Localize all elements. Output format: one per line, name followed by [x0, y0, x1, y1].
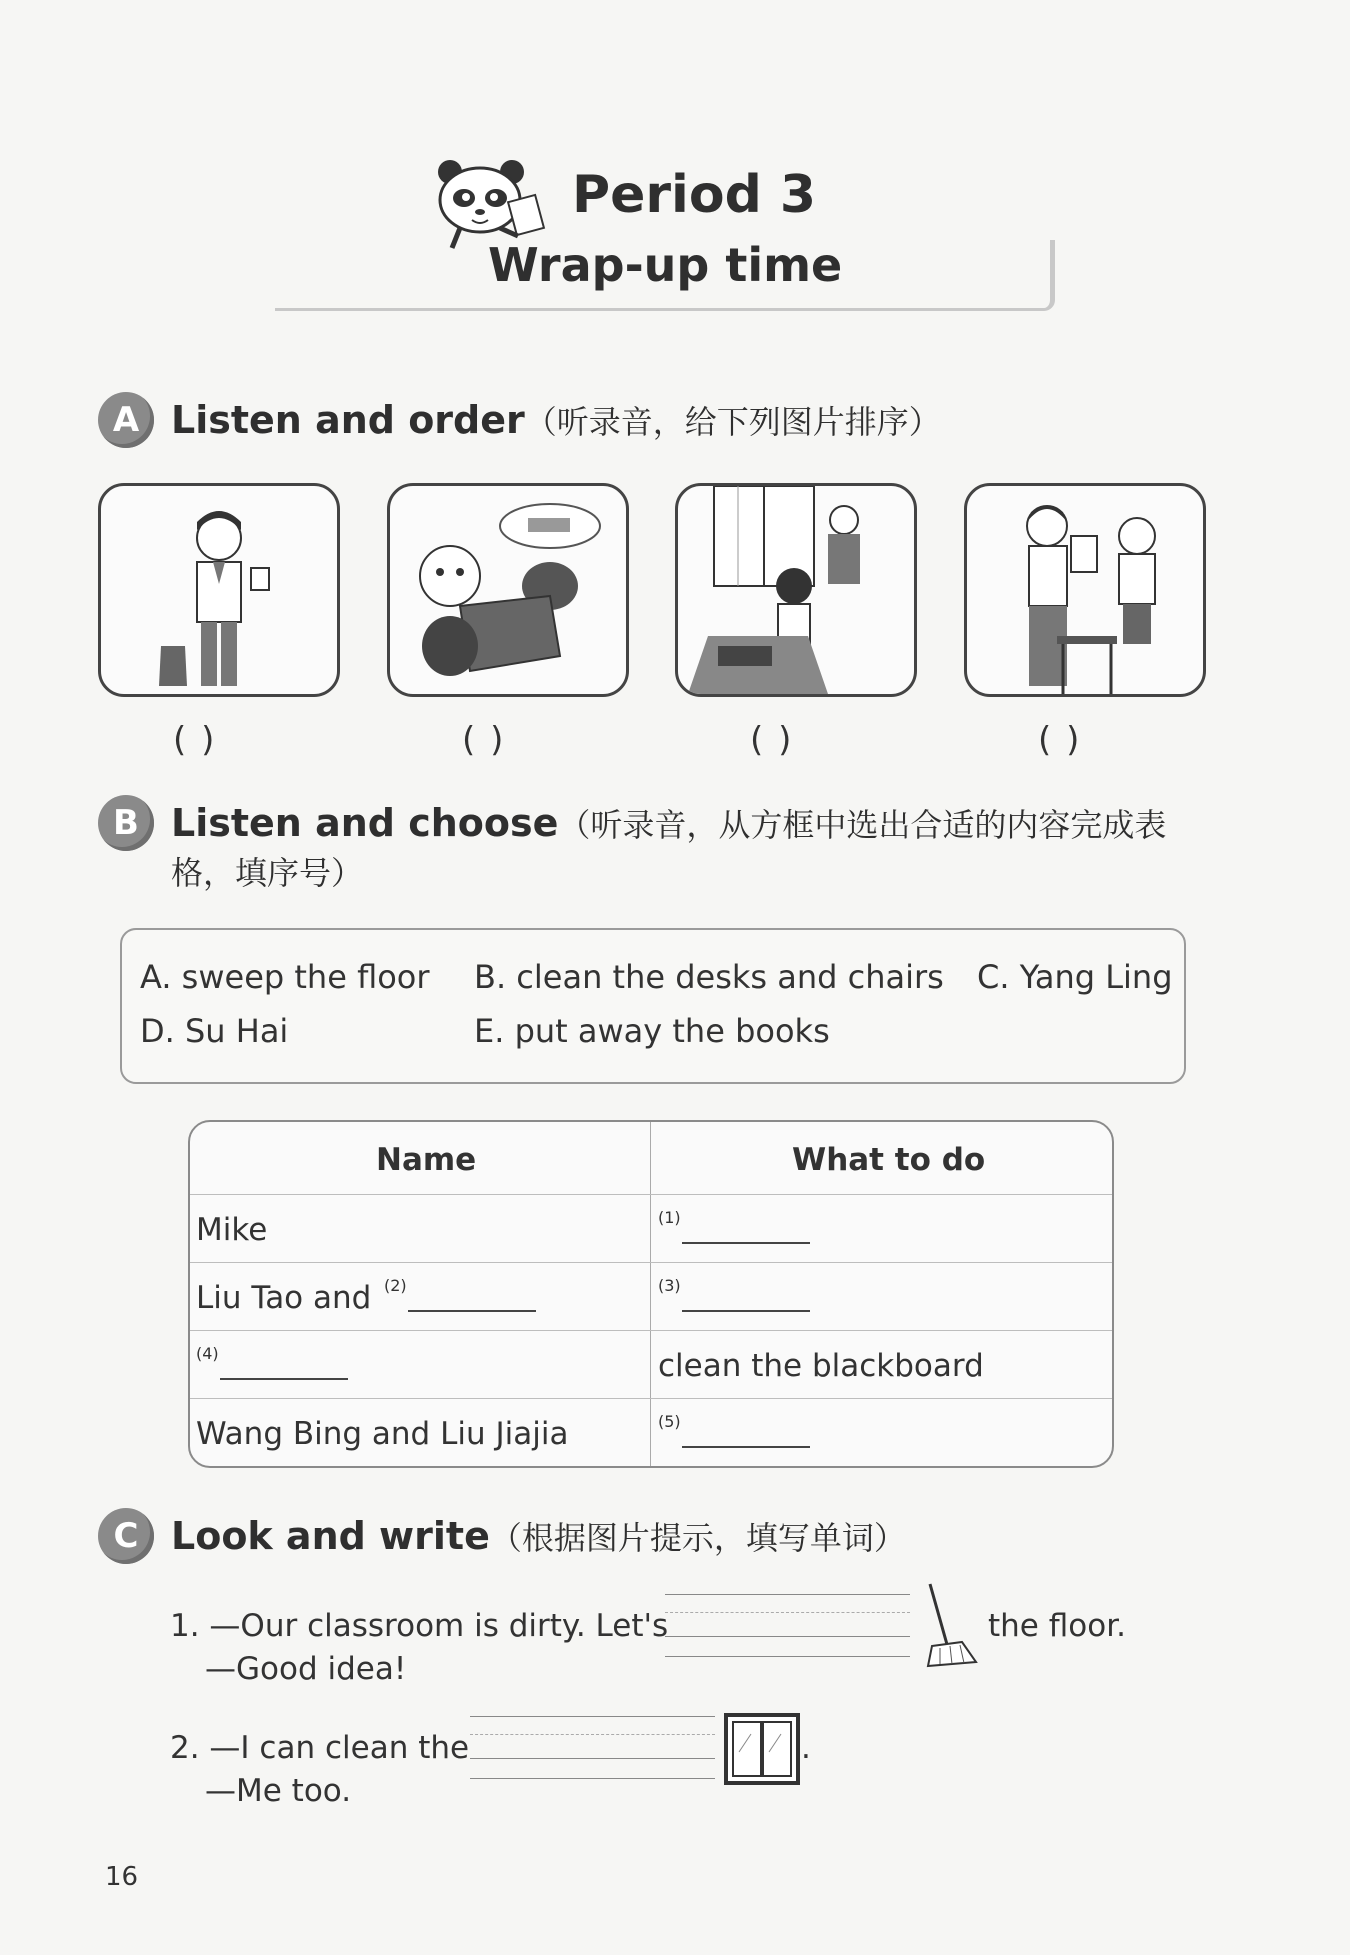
answer-slot-2[interactable]: ( ) [462, 720, 506, 760]
picture-2-monkey-and-mouse-with-box [387, 483, 629, 697]
table-row-1-name: Mike [196, 1212, 268, 1248]
item-2-after: . [801, 1730, 811, 1766]
table-row-3-name-num: (4) [196, 1344, 219, 1363]
section-a-title [171, 397, 941, 443]
table-header-what-to-do: What to do [792, 1142, 986, 1178]
table-row-2-name: Liu Tao and [196, 1280, 372, 1316]
window-icon [723, 1712, 801, 1786]
section-a-title-en: Listen and order [171, 398, 525, 442]
section-b-title-zh-cont: 格，填序号） [171, 854, 364, 892]
blank-3[interactable] [682, 1310, 810, 1312]
picture-1-boy-holding-book [98, 483, 340, 697]
option-e: E. put away the books [474, 1012, 830, 1050]
page-subtitle: Wrap-up time [488, 238, 843, 292]
section-a-title-zh: （听录音，给下列图片排序） [524, 403, 941, 441]
table-header-name: Name [376, 1142, 477, 1178]
item-1-guide-bottom [665, 1656, 910, 1657]
section-b-title [171, 800, 1166, 846]
page-number: 16 [105, 1862, 139, 1892]
word-options-box [120, 928, 1186, 1084]
item-2-guide-dashed [470, 1734, 715, 1735]
section-b-title-en: Listen and choose [171, 801, 559, 845]
answer-slot-4[interactable]: ( ) [1038, 720, 1082, 760]
table-row-4-todo-num: (5) [658, 1412, 681, 1431]
header-underline [275, 300, 1055, 311]
table-row-2-todo-num: (3) [658, 1276, 681, 1295]
item-2-line-1: 2. —I can clean the [170, 1730, 470, 1766]
item-2-line-2: —Me too. [205, 1773, 352, 1809]
table-row-1-todo-num: (1) [658, 1208, 681, 1227]
option-b: B. clean the desks and chairs [474, 958, 944, 996]
item-1-guide-dashed [665, 1612, 910, 1613]
answer-slot-1[interactable]: ( ) [173, 720, 217, 760]
item-2-write-line[interactable] [470, 1758, 715, 1759]
table-row-3-todo: clean the blackboard [658, 1348, 984, 1384]
section-b-title-zh: （听录音，从方框中选出合适的内容完成表 [558, 806, 1167, 844]
item-1-line-1: 1. —Our classroom is dirty. Let's [170, 1608, 669, 1644]
page-title: Period 3 [572, 165, 817, 225]
option-d: D. Su Hai [140, 1012, 289, 1050]
item-2-guide-top [470, 1716, 715, 1717]
section-c-badge: C [98, 1508, 154, 1564]
table-row-4-name: Wang Bing and Liu Jiajia [196, 1416, 569, 1452]
item-1-after: the floor. [988, 1608, 1126, 1644]
section-a-badge: A [98, 392, 154, 448]
blank-2[interactable] [408, 1310, 536, 1312]
option-c: C. Yang Ling [977, 958, 1173, 996]
picture-3-classroom-window [675, 483, 917, 697]
answer-table [188, 1120, 1114, 1468]
answer-slot-3[interactable]: ( ) [750, 720, 794, 760]
table-row-2-name-num: (2) [384, 1276, 407, 1295]
panda-mascot-icon [430, 150, 560, 250]
broom-icon [918, 1580, 982, 1668]
section-c-title-zh: （根据图片提示，填写单词） [489, 1519, 906, 1557]
picture-4-girl-and-boy-with-chairs [964, 483, 1206, 697]
blank-1[interactable] [682, 1242, 810, 1244]
item-2-guide-bottom [470, 1778, 715, 1779]
item-1-guide-top [665, 1594, 910, 1595]
item-1-line-2: —Good idea! [205, 1651, 407, 1687]
option-a: A. sweep the floor [140, 958, 430, 996]
section-b-badge: B [98, 795, 154, 851]
section-c-title [171, 1513, 906, 1559]
blank-5[interactable] [682, 1446, 810, 1448]
item-1-write-line[interactable] [665, 1636, 910, 1637]
blank-4[interactable] [220, 1378, 348, 1380]
section-c-title-en: Look and write [171, 1514, 490, 1558]
